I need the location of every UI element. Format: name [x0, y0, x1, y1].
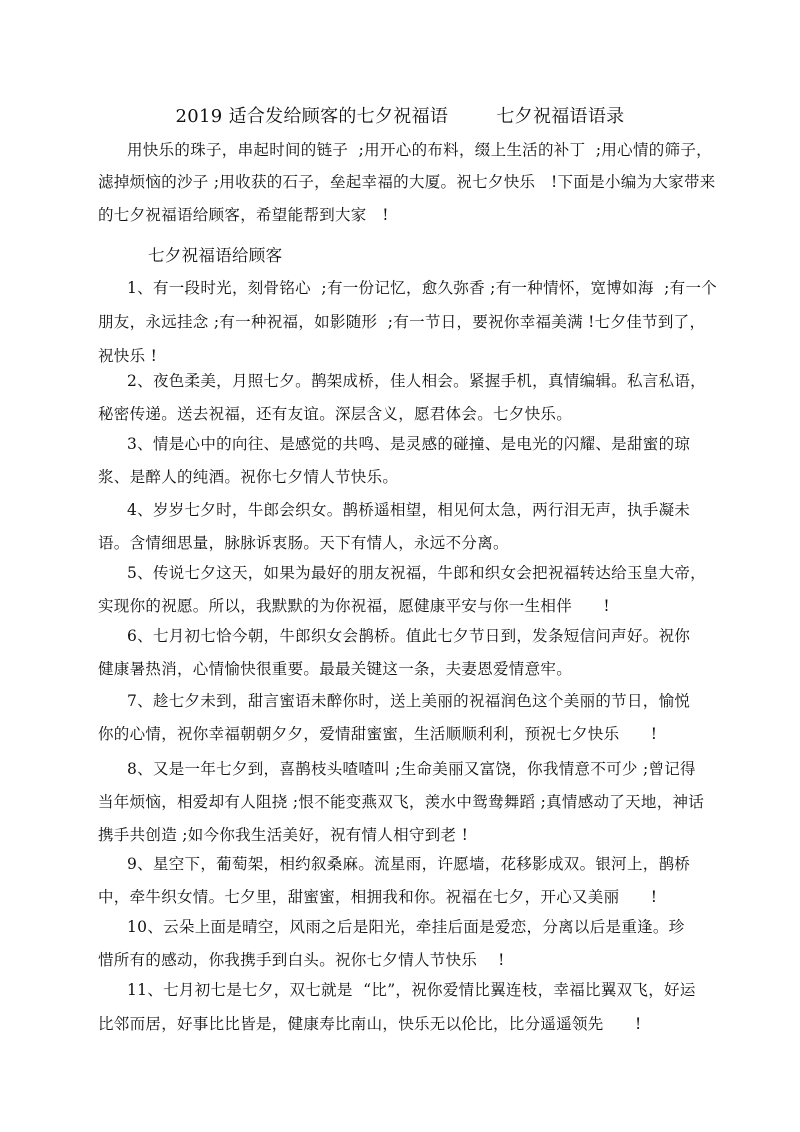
text-line: 11、七月初七是七夕，双七就是 “比”，祝你爱情比翼连枝，幸福比翼双飞，好运: [127, 981, 696, 999]
text-line: 2、夜色柔美，月照七夕。鹊架成桥，佳人相会。紧握手机，真情编辑。私言私语，: [127, 372, 706, 390]
text-line: 10、云朵上面是晴空，风雨之后是阳光，牵挂后面是爱恋，分离以后是重逢。珍: [127, 918, 685, 936]
text-line: 5、传说七夕这天，如果为最好的朋友祝福，牛郎和织女会把祝福转达给玉皇大帝，: [127, 564, 706, 582]
text-line: 朋友，永远挂念 ;有一种祝福，如影随形 ;有一节日，要祝你幸福美满 !七夕佳节到了，: [98, 313, 706, 331]
text-line: 比邻而居，好事比比皆是，健康寿比南山，快乐无以伦比，比分遥遥领先 !: [98, 1015, 642, 1033]
text-line: 中，牵牛织女情。七夕里，甜蜜蜜，相拥我和你。祝福在七夕，开心又美丽 !: [98, 888, 658, 906]
text-line: 当年烦恼，相爱却有人阻挠 ;恨不能变燕双飞，羡水中鸳鸯舞蹈 ;真情感动了天地，神话: [98, 793, 705, 811]
text-line: 秘密传递。送去祝福，还有友谊。深层含义，愿君体会。七夕快乐。: [98, 405, 573, 423]
text-line: 3、情是心中的向往、是感觉的共鸣、是灵感的碰撞、是电光的闪耀、是甜蜜的琼: [127, 435, 691, 453]
text-line: 1、有一段时光，刻骨铭心 ;有一份记忆，愈久弥香 ;有一种情怀，宽博如海 ;有一个: [127, 279, 718, 297]
text-line: 用快乐的珠子，串起时间的链子 ;用开心的布料，缀上生活的补丁 ;用心情的筛子，: [127, 141, 712, 159]
text-line: 浆、是醉人的纯酒。祝你七夕情人节快乐。: [98, 468, 399, 486]
text-line: 9、星空下，葡萄架，相约叙桑麻。流星雨，许愿墙，花移影成双。银河上，鹊桥: [127, 855, 691, 873]
text-line: 祝快乐 !: [98, 347, 158, 365]
text-line: 惜所有的感动，你我携手到白头。祝你七夕情人节快乐 !: [98, 951, 505, 969]
text-line: 你的心情，祝你幸福朝朝夕夕，爱情甜蜜蜜，生活顺顺利利，预祝七夕快乐 !: [98, 725, 658, 743]
text-line: 语。含情细思量，脉脉诉衷肠。天下有情人，永远不分离。: [98, 534, 509, 552]
text-line: 携手共创造 ;如今你我生活美好，祝有情人相守到老 !: [98, 826, 469, 844]
text-line: 的七夕祝福语给顾客，希望能帮到大家 !: [98, 206, 389, 224]
text-line: 实现你的祝愿。所以，我默默的为你祝福，愿健康平安与你一生相伴 !: [98, 597, 610, 615]
text-line: 7、趁七夕未到，甜言蜜语未醉你时，送上美丽的祝福润色这个美丽的节日，愉悦: [127, 692, 691, 710]
section-heading: 七夕祝福语给顾客: [148, 246, 283, 265]
document-title: 2019 适合发给顾客的七夕祝福语 七夕祝福语语录: [175, 106, 625, 127]
text-line: 4、岁岁七夕时，牛郎会织女。鹊桥遥相望，相见何太急，两行泪无声，执手凝未: [127, 501, 691, 519]
text-line: 8、又是一年七夕到，喜鹊枝头喳喳叫 ;生命美丽又富饶，你我情意不可少 ;曾记得: [127, 760, 696, 778]
text-line: 滤掉烦恼的沙子 ;用收获的石子，垒起幸福的大厦。祝七夕快乐 !下面是小编为大家带来: [98, 173, 716, 191]
text-line: 健康暑热消，心情愉快很重要。最最关键这一条，夫妻恩爱情意牢。: [98, 660, 573, 678]
text-line: 6、七月初七恰今朝，牛郎织女会鹊桥。值此七夕节日到，发条短信问声好。祝你: [127, 627, 691, 645]
